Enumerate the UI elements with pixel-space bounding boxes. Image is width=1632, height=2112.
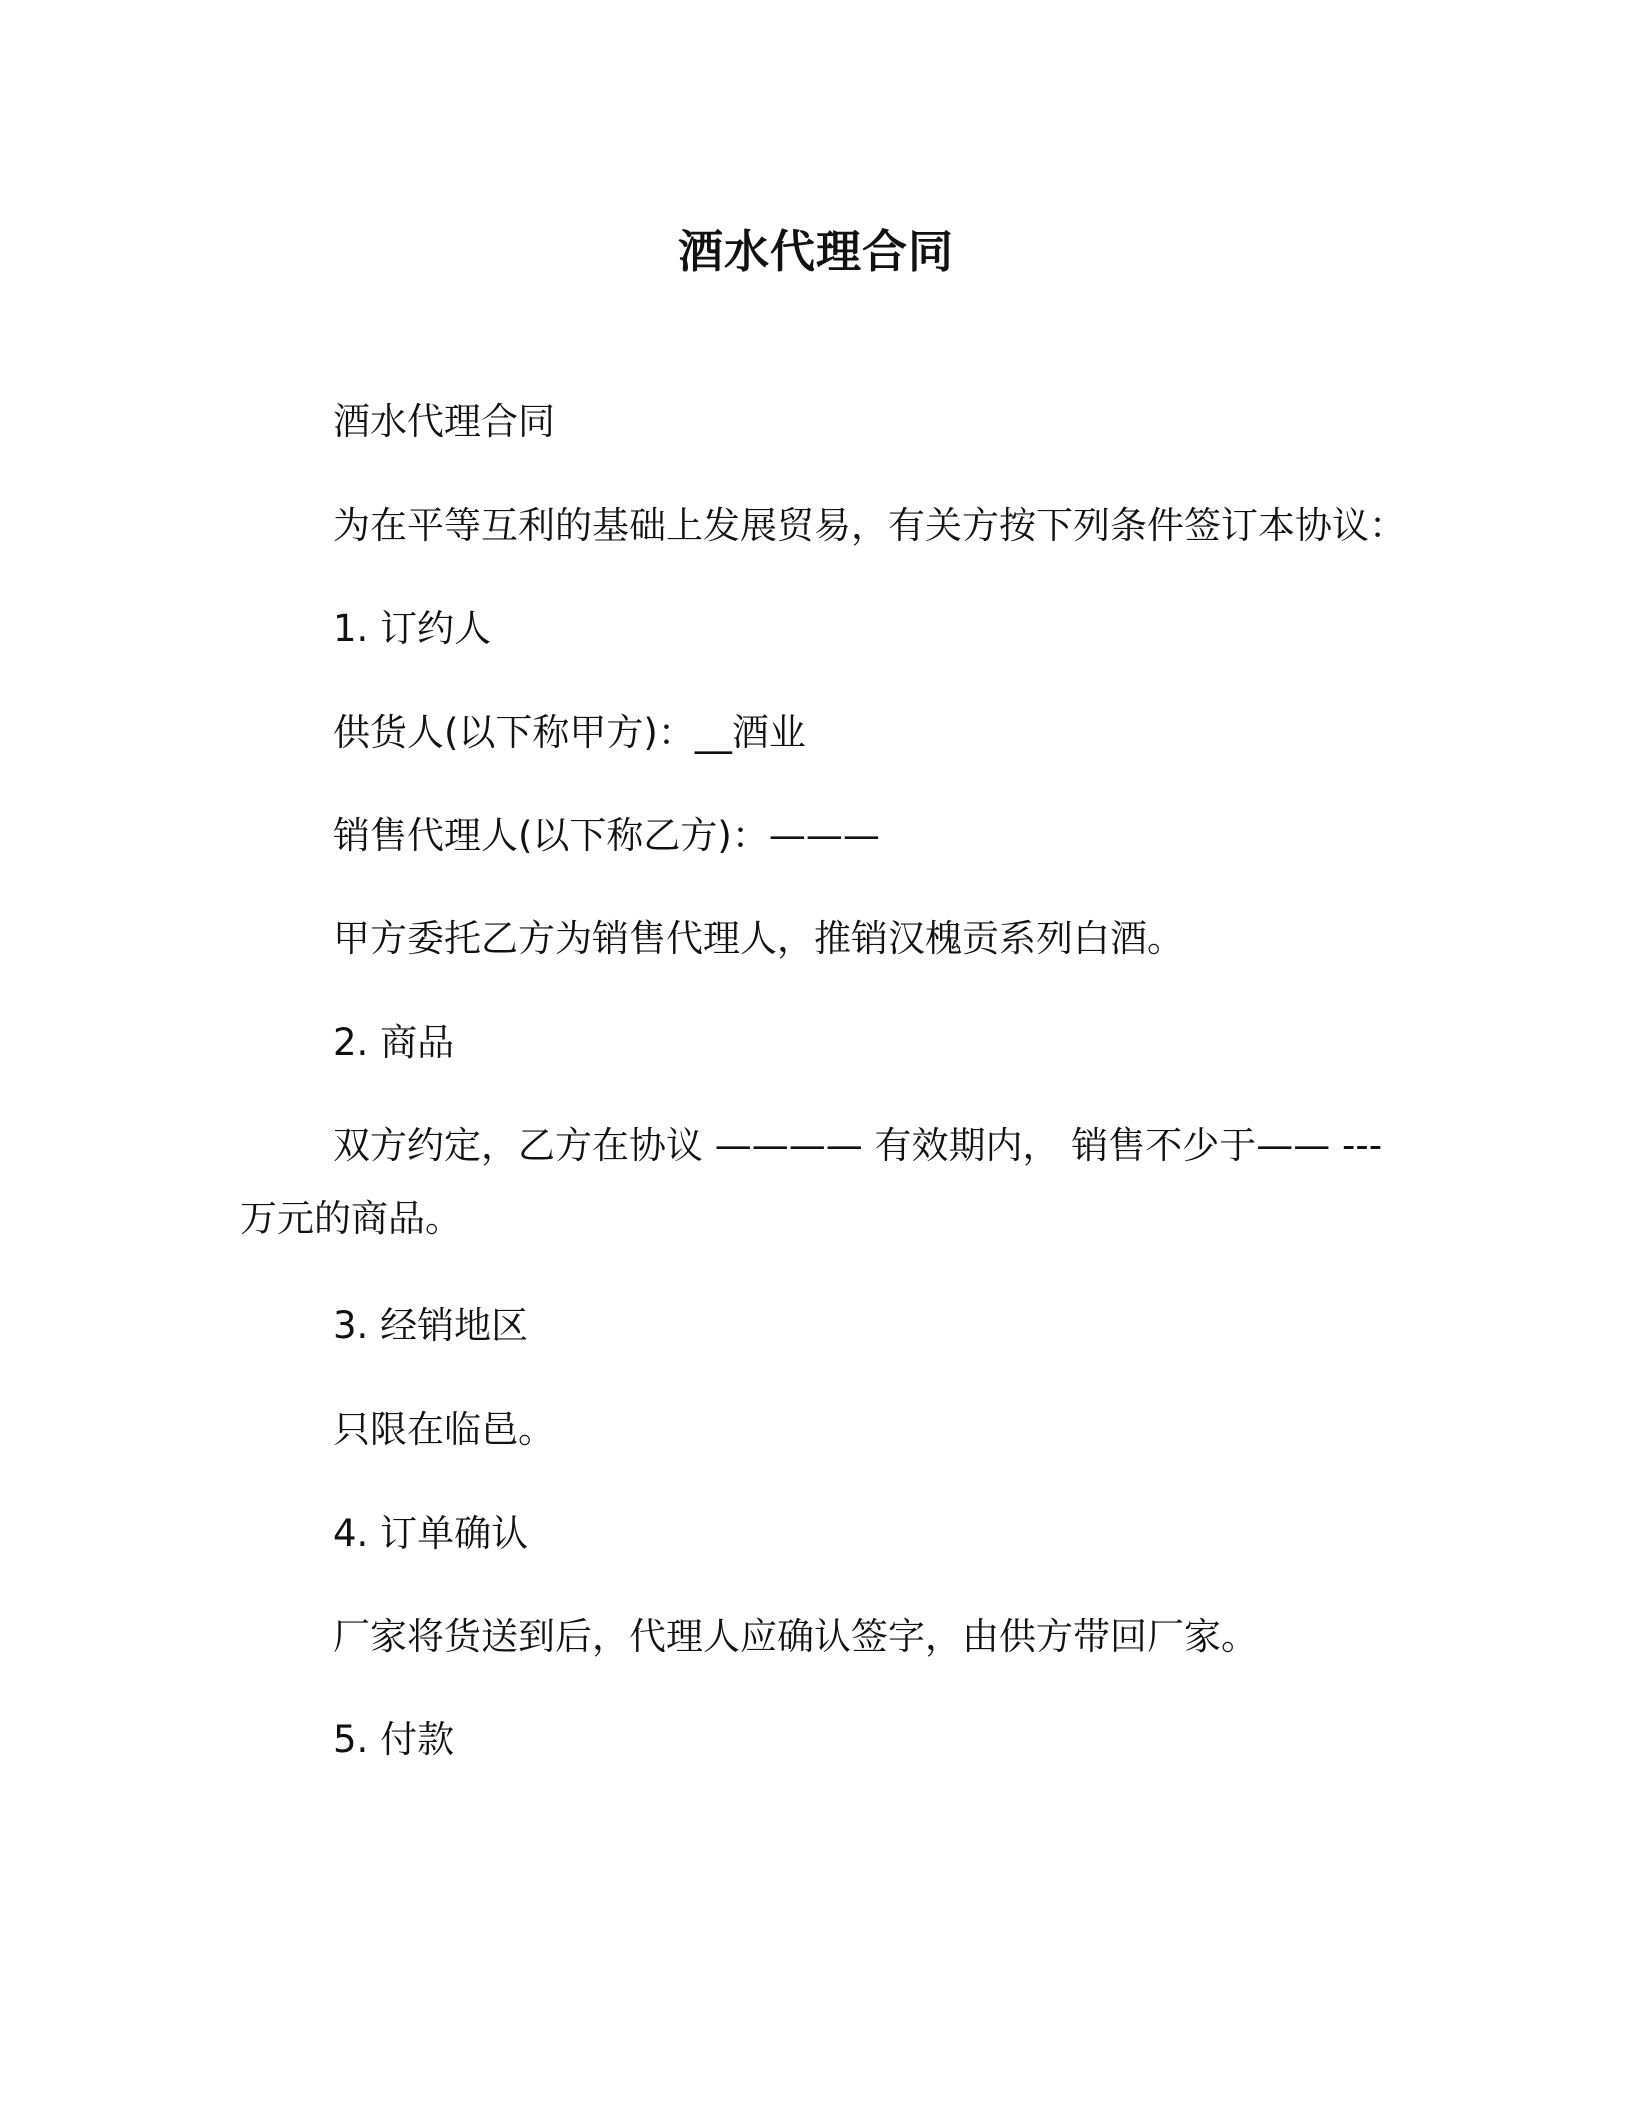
paragraph-sales-region: 只限在临邑。 (333, 1408, 555, 1451)
paragraph-sales-agent: 销售代理人(以下称乙方)：——— (333, 814, 880, 857)
paragraph-supplier: 供货人(以下称甲方)：__酒业 (333, 711, 806, 754)
paragraph-goods-agreement: 双方约定，乙方在协议 ———— 有效期内， 销售不少于—— --- (333, 1124, 1383, 1167)
paragraph-order-confirmation: 厂家将货送到后，代理人应确认签字，由供方带回厂家。 (333, 1615, 1258, 1658)
paragraph-goods-agreement-continued: 万元的商品。 (240, 1197, 462, 1240)
section-heading-parties: 1. 订约人 (333, 607, 492, 650)
document-title: 酒水代理合同 (677, 225, 954, 278)
section-heading-payment: 5. 付款 (333, 1718, 455, 1761)
paragraph-contract-heading: 酒水代理合同 (333, 400, 555, 443)
paragraph-entrustment: 甲方委托乙方为销售代理人，推销汉槐贡系列白酒。 (333, 917, 1184, 960)
paragraph-preamble: 为在平等互利的基础上发展贸易，有关方按下列条件签订本协议： (333, 504, 1406, 547)
section-heading-order-confirmation: 4. 订单确认 (333, 1512, 529, 1555)
section-heading-goods: 2. 商品 (333, 1021, 455, 1064)
section-heading-sales-region: 3. 经销地区 (333, 1304, 529, 1347)
